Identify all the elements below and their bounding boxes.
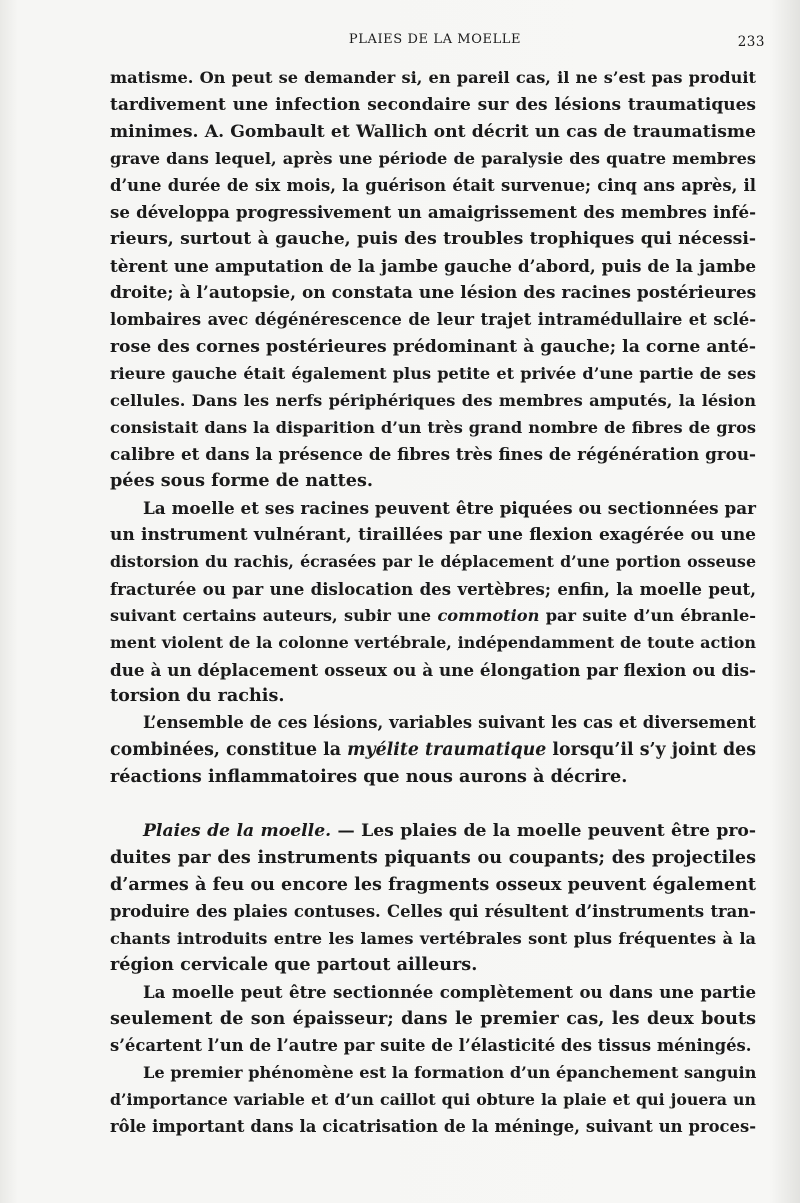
text-segment: suivant certains auteurs, subir une xyxy=(110,605,432,625)
text-line-mixed xyxy=(110,603,756,630)
text-segment: lorsqu’il s’y joint des xyxy=(552,740,756,761)
section-gap xyxy=(110,791,756,818)
page-number: 233 xyxy=(737,34,765,50)
text-line: ment violent de la colonne vertébrale, indépendamment de toute action xyxy=(110,632,756,652)
text-line: Le premier phénomène est la formation d’un épanchement sanguin xyxy=(143,1062,757,1082)
italic-term: myélite traumatique xyxy=(347,740,547,761)
text-line: tardivement une infection secondaire sur des lésions traumatiques xyxy=(110,94,756,115)
text-line: La moelle et ses racines peuvent être piquées ou sectionnées par xyxy=(143,498,756,519)
text-line: consistait dans la disparition d’un très grand nombre de fibres de gros xyxy=(110,417,756,437)
italic-term: commotion xyxy=(437,605,540,625)
text-line: duites par des instruments piquants ou coupants; des projectiles xyxy=(110,846,756,868)
section-heading: Plaies de la moelle. xyxy=(143,820,332,841)
text-line: due à un déplacement osseux ou à une élongation par flexion ou dis- xyxy=(110,659,756,680)
text-line: s’écartent l’un de l’autre par suite de l’élasticité des tissus méningés. xyxy=(110,1036,752,1056)
text-line: d’une durée de six mois, la guérison était survenue; cinq ans après, il xyxy=(110,175,756,195)
text-line: chants introduits entre les lames vertébrales sont plus fréquentes à la xyxy=(110,928,756,948)
text-line: d’importance variable et d’un caillot qui obture la plaie et qui jouera un xyxy=(110,1089,756,1109)
text-line: cellules. Dans les nerfs périphériques des membres amputés, la lésion xyxy=(110,390,756,410)
text-line: minimes. A. Gombault et Wallich ont décrit un cas de traumatisme xyxy=(110,121,756,142)
text-line: rieurs, surtout à gauche, puis des troubles trophiques qui nécessi- xyxy=(110,229,756,250)
text-line-mixed xyxy=(110,737,756,764)
text-line: droite; à l’autopsie, on constata une lésion des racines postérieures xyxy=(110,283,757,304)
page-header xyxy=(110,32,765,56)
text-segment: par suite d’un ébranle- xyxy=(545,605,756,625)
text-line: La moelle peut être sectionnée complètement ou dans une partie xyxy=(143,982,756,1003)
text-line: se développa progressivement un amaigrissement des membres infé- xyxy=(110,202,756,223)
text-line: matisme. On peut se demander si, en pareil cas, il ne s’est pas produit xyxy=(110,68,756,87)
running-title: PLAIES DE LA MOELLE xyxy=(348,32,522,47)
text-line: d’armes à feu ou encore les fragments osseux peuvent également xyxy=(110,873,756,895)
text-line: rose des cornes postérieures prédominant à gauche; la corne anté- xyxy=(110,336,756,357)
text-segment: combinées, constitue la xyxy=(110,740,341,761)
text-line: lombaires avec dégénérescence de leur trajet intramédullaire et sclé- xyxy=(110,310,756,330)
text-line: région cervicale que partout ailleurs. xyxy=(110,954,478,976)
text-line-mixed xyxy=(110,818,756,845)
text-line: distorsion du rachis, écrasées par le déplacement d’une portion osseuse xyxy=(110,552,756,572)
text-line: pées sous forme de nattes. xyxy=(110,470,373,492)
text-segment: — Les plaies de la moelle peuvent être pro- xyxy=(337,820,756,841)
text-line: réactions inflammatoires que nous aurons à décrire. xyxy=(110,766,628,788)
text-line: grave dans lequel, après une période de paralysie des quatre membres xyxy=(110,148,756,168)
text-line: seulement de son épaisseur; dans le premier cas, les deux bouts xyxy=(110,1008,756,1030)
body-text xyxy=(110,65,756,1141)
text-line: L’ensemble de ces lésions, variables suivant les cas et diversement xyxy=(143,713,756,733)
text-line: calibre et dans la présence de fibres très fines de régénération grou- xyxy=(110,444,756,465)
text-line: rôle important dans la cicatrisation de la méninge, suivant un proces- xyxy=(110,1116,756,1136)
text-line: un instrument vulnérant, tiraillées par une flexion exagérée ou une xyxy=(110,525,756,546)
text-line: produire des plaies contuses. Celles qui résultent d’instruments tran- xyxy=(110,901,756,921)
text-line: torsion du rachis. xyxy=(110,685,285,707)
text-line: tèrent une amputation de la jambe gauche d’abord, puis de la jambe xyxy=(110,256,756,277)
text-line: rieure gauche était également plus petite et privée d’une partie de ses xyxy=(110,363,756,383)
text-line: fracturée ou par une dislocation des vertèbres; enfin, la moelle peut, xyxy=(110,578,756,599)
